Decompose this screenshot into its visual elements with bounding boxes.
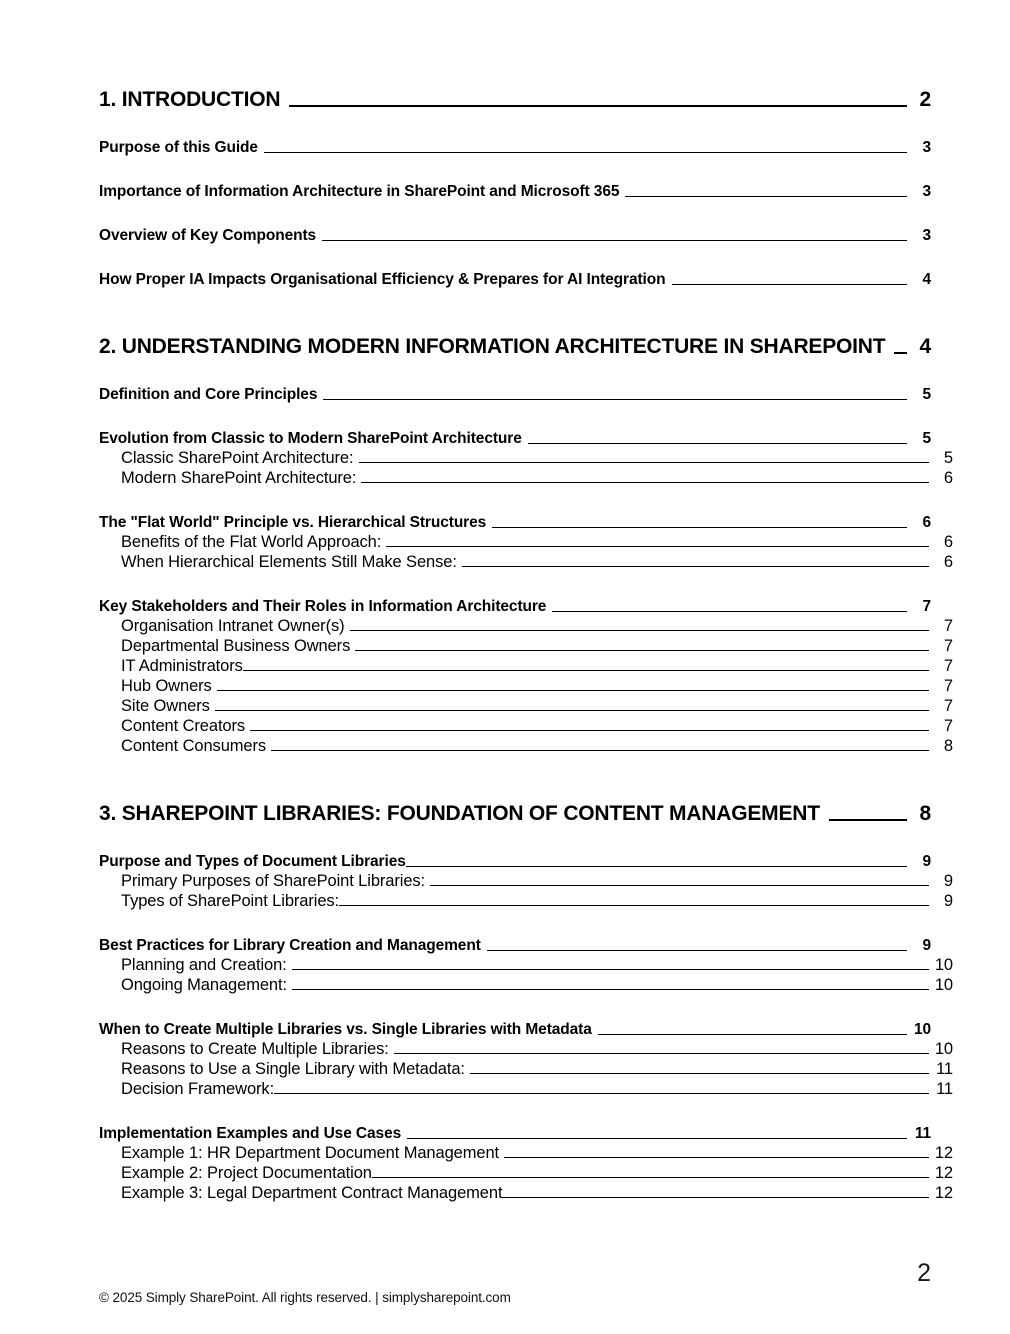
toc-entry-label: Site Owners (121, 697, 210, 715)
toc-entry-label: 2. UNDERSTANDING MODERN INFORMATION ARCHITECTURE IN SHAREPOINT (99, 335, 886, 358)
footer-copyright: © 2025 Simply SharePoint. All rights reserved. | simplysharepoint.com (99, 1290, 511, 1305)
toc-entry-page-number: 6 (943, 469, 953, 487)
toc-entry-label: Types of SharePoint Libraries: (121, 892, 340, 910)
toc-leader-rule (487, 938, 907, 954)
toc-entry-label: Modern SharePoint Architecture: (121, 469, 357, 487)
toc-group (99, 1021, 953, 1099)
toc-entry-label: When to Create Multiple Libraries vs. Single Libraries with Metadata (99, 1021, 592, 1038)
toc-entry-page-number: 7 (943, 717, 953, 735)
toc-entry-level-2[interactable] (99, 386, 931, 404)
toc-leader-rule (322, 228, 907, 244)
toc-section (99, 335, 953, 756)
toc-entry-label: Planning and Creation: (121, 956, 287, 974)
toc-entry-level-2[interactable] (99, 271, 931, 289)
toc-leader-rule (829, 804, 907, 825)
toc-entry-label: Classic SharePoint Architecture: (121, 449, 354, 467)
toc-entry-label: Departmental Business Owners (121, 637, 351, 655)
toc-entry-page-number: 5 (943, 449, 953, 467)
toc-group (99, 937, 953, 995)
toc-group (99, 514, 953, 572)
toc-group (99, 598, 953, 756)
toc-entry-level-2[interactable] (99, 514, 931, 532)
toc-entry-page-number: 8 (943, 737, 953, 755)
toc-entry-level-3[interactable] (121, 956, 953, 975)
toc-leader-rule (672, 272, 907, 288)
toc-leader-rule (264, 140, 907, 156)
toc-entry-label: Definition and Core Principles (99, 386, 318, 403)
toc-leader-rule (386, 534, 929, 551)
toc-leader-rule (470, 1061, 929, 1078)
toc-entry-level-3[interactable] (121, 1164, 953, 1183)
toc-entry-level-2[interactable] (99, 1021, 931, 1039)
toc-leader-rule (394, 1041, 929, 1058)
toc-leader-rule (271, 738, 929, 755)
toc-entry-level-3[interactable] (121, 469, 953, 488)
toc-group (99, 139, 931, 157)
toc-entry-level-3[interactable] (121, 533, 953, 552)
toc-entry-level-3[interactable] (121, 976, 953, 995)
toc-leader-rule (372, 1165, 929, 1182)
toc-leader-rule (292, 957, 929, 974)
toc-entry-label: Importance of Information Architecture in SharePoint and Microsoft 365 (99, 183, 620, 200)
toc-leader-rule (552, 599, 907, 615)
toc-entry-label: Reasons to Use a Single Library with Metadata: (121, 1060, 465, 1078)
toc-entry-page-number: 2 (919, 88, 931, 111)
toc-entry-page-number: 5 (922, 386, 931, 403)
toc-entry-label: Implementation Examples and Use Cases (99, 1125, 402, 1142)
toc-entry-page-number: 4 (922, 271, 931, 288)
toc-entry-page-number: 3 (922, 227, 931, 244)
toc-entry-level-1[interactable] (99, 88, 931, 112)
toc-entry-label: How Proper IA Impacts Organisational Efficiency & Prepares for AI Integration (99, 271, 666, 288)
toc-entry-label: Example 2: Project Documentation (121, 1164, 372, 1182)
toc-entry-page-number: 3 (922, 183, 931, 200)
toc-leader-rule (625, 184, 907, 200)
toc-leader-rule (350, 618, 929, 635)
toc-entry-page-number: 9 (922, 937, 931, 954)
toc-entry-label: Content Consumers (121, 737, 267, 755)
toc-leader-rule (462, 554, 929, 571)
toc-entry-label: Primary Purposes of SharePoint Libraries: (121, 872, 426, 890)
toc-entry-label: Key Stakeholders and Their Roles in Information Architecture (99, 598, 547, 615)
toc-entry-label: 1. INTRODUCTION (99, 88, 281, 111)
toc-entry-level-3[interactable] (121, 1040, 953, 1059)
toc-entry-page-number: 7 (922, 598, 931, 615)
toc-entry-page-number: 7 (943, 677, 953, 695)
toc-group (99, 227, 931, 245)
toc-entry-page-number: 12 (934, 1164, 953, 1182)
toc-entry-label: Hub Owners (121, 677, 212, 695)
toc-leader-rule (359, 450, 930, 467)
toc-entry-label: Example 3: Legal Department Contract Management (121, 1184, 503, 1202)
toc-entry-label: When Hierarchical Elements Still Make Sense: (121, 553, 457, 571)
toc-entry-label: Purpose of this Guide (99, 139, 258, 156)
toc-entry-level-3[interactable] (121, 1060, 953, 1079)
toc-entry-page-number: 4 (919, 335, 931, 358)
toc-entry-page-number: 7 (943, 637, 953, 655)
toc-entry-label: Ongoing Management: (121, 976, 287, 994)
toc-entry-level-3[interactable] (121, 737, 953, 756)
toc-entry-page-number: 11 (936, 1080, 953, 1098)
toc-entry-page-number: 10 (913, 1021, 931, 1038)
toc-leader-rule (598, 1022, 907, 1038)
toc-entry-page-number: 11 (936, 1060, 953, 1078)
toc-entry-label: Decision Framework: (121, 1080, 275, 1098)
toc-entry-label: Content Creators (121, 717, 246, 735)
toc-entry-page-number: 6 (943, 553, 953, 571)
toc-leader-rule (217, 678, 929, 695)
toc-entry-label: 3. SHAREPOINT LIBRARIES: FOUNDATION OF CONTENT MANAGEMENT (99, 802, 820, 825)
toc-leader-rule (243, 658, 929, 675)
toc-entry-page-number: 9 (943, 872, 953, 890)
toc-entry-label: Best Practices for Library Creation and Management (99, 937, 481, 954)
toc-entry-level-3[interactable] (121, 892, 953, 911)
toc-entry-label: IT Administrators (121, 657, 243, 675)
toc-entry-page-number: 6 (943, 533, 953, 551)
toc-group (99, 271, 931, 289)
toc-entry-label: Evolution from Classic to Modern SharePoint Architecture (99, 430, 522, 447)
toc-leader-rule (215, 698, 929, 715)
toc-group (99, 430, 953, 488)
toc-section (99, 802, 953, 1203)
toc-entry-level-3[interactable] (121, 553, 953, 572)
toc-entry-level-2[interactable] (99, 937, 931, 955)
toc-entry-page-number: 9 (922, 853, 931, 870)
table-of-contents (99, 88, 953, 1203)
toc-leader-rule (502, 1185, 929, 1202)
toc-group (99, 386, 931, 404)
toc-section (99, 88, 931, 289)
toc-entry-page-number: 7 (943, 617, 953, 635)
page-number: 2 (917, 1259, 931, 1287)
toc-entry-page-number: 12 (934, 1184, 953, 1202)
toc-leader-rule (504, 1145, 929, 1162)
toc-entry-page-number: 11 (914, 1125, 931, 1142)
toc-entry-page-number: 8 (919, 802, 931, 825)
toc-entry-page-number: 12 (934, 1144, 953, 1162)
toc-entry-level-3[interactable] (121, 697, 953, 716)
toc-entry-page-number: 10 (934, 976, 953, 994)
toc-entry-page-number: 5 (922, 430, 931, 447)
toc-entry-level-3[interactable] (121, 617, 953, 636)
toc-entry-page-number: 10 (934, 956, 953, 974)
toc-entry-level-3[interactable] (121, 657, 953, 676)
toc-group (99, 1125, 953, 1203)
toc-entry-page-number: 3 (922, 139, 931, 156)
toc-entry-level-2[interactable] (99, 598, 931, 616)
toc-entry-level-2[interactable] (99, 853, 931, 871)
toc-entry-label: Organisation Intranet Owner(s) (121, 617, 345, 635)
toc-leader-rule (361, 470, 929, 487)
toc-leader-rule (289, 90, 907, 111)
toc-leader-rule (323, 387, 907, 403)
toc-entry-page-number: 7 (943, 657, 953, 675)
toc-entry-page-number: 9 (943, 892, 953, 910)
toc-entry-level-3[interactable] (121, 449, 953, 468)
toc-entry-level-3[interactable] (121, 1184, 953, 1203)
toc-leader-rule (430, 873, 929, 890)
toc-entry-level-3[interactable] (121, 717, 953, 736)
toc-entry-level-3[interactable] (121, 1080, 953, 1099)
toc-entry-level-3[interactable] (121, 1144, 953, 1163)
toc-leader-rule (355, 638, 929, 655)
toc-leader-rule (250, 718, 929, 735)
toc-entry-level-2[interactable] (99, 1125, 931, 1143)
toc-entry-page-number: 10 (934, 1040, 953, 1058)
toc-entry-level-3[interactable] (121, 637, 953, 656)
toc-entry-label: Purpose and Types of Document Libraries (99, 853, 406, 870)
toc-leader-rule (292, 977, 929, 994)
toc-entry-level-2[interactable] (99, 139, 931, 157)
toc-group (99, 183, 931, 201)
toc-entry-level-3[interactable] (121, 872, 953, 891)
toc-leader-rule (406, 854, 907, 870)
toc-entry-label: Overview of Key Components (99, 227, 317, 244)
toc-group (99, 853, 953, 911)
toc-entry-label: Benefits of the Flat World Approach: (121, 533, 382, 551)
toc-entry-level-2[interactable] (99, 183, 931, 201)
toc-leader-rule (492, 515, 907, 531)
toc-entry-label: Example 1: HR Department Document Management (121, 1144, 500, 1162)
toc-leader-rule (528, 431, 907, 447)
toc-entry-label: Reasons to Create Multiple Libraries: (121, 1040, 389, 1058)
toc-leader-rule (894, 337, 907, 358)
toc-entry-level-3[interactable] (121, 677, 953, 696)
toc-entry-level-1[interactable] (99, 335, 931, 359)
toc-leader-rule (274, 1081, 929, 1098)
toc-entry-label: The "Flat World" Principle vs. Hierarchical Structures (99, 514, 487, 531)
toc-entry-page-number: 6 (922, 514, 931, 531)
toc-entry-level-2[interactable] (99, 430, 931, 448)
toc-entry-page-number: 7 (943, 697, 953, 715)
toc-entry-level-2[interactable] (99, 227, 931, 245)
toc-entry-level-1[interactable] (99, 802, 931, 826)
toc-leader-rule (339, 893, 929, 910)
toc-leader-rule (407, 1126, 907, 1142)
